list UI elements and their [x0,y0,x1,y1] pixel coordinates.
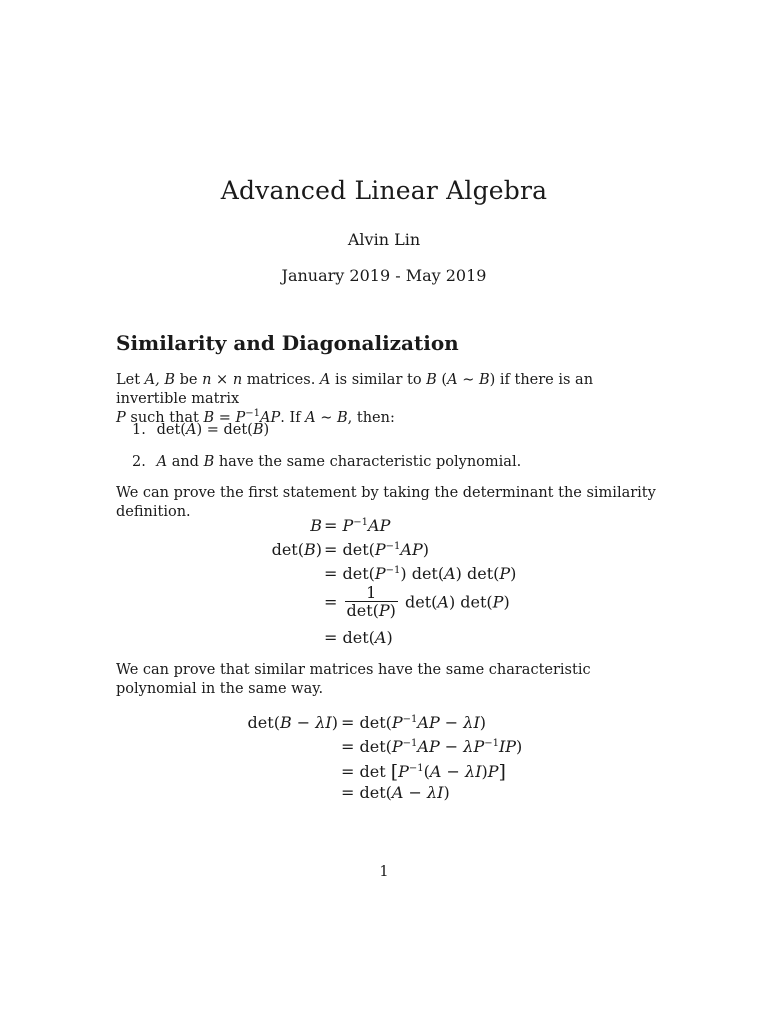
intro-text: . If [280,410,306,426]
list-text: det( [156,422,186,438]
document-date: January 2019 - May 2019 [281,266,487,285]
fraction-denominator: det(P) [346,601,396,620]
document-title: Advanced Linear Algebra [220,176,548,205]
eq2-lhs: det(B − λI) [247,713,338,732]
page-number: 1 [379,864,389,880]
math-var: A [319,372,331,388]
eq1-lhs-text: B [310,516,322,535]
math-var: n × n [202,372,243,388]
list-number: 2. [132,454,146,470]
paragraph-determinant: We can prove the first statement by taking the determinant the similarity definition. [116,485,656,520]
list-text: and [167,454,204,470]
document-author: Alvin Lin [347,230,421,249]
paragraph-char-poly: We can prove that similar matrices have the same characteristic polynomial in the same way. [116,662,591,697]
eq1-row: = $\det(P^{-1})$ det(A) det(P) [324,564,517,583]
list-item [132,421,269,440]
section-heading: Similarity and Diagonalization [116,331,459,355]
math-var: A [156,454,168,470]
math-var: P [116,410,126,426]
math-sup: −1 [245,408,261,419]
intro-text: ) if there is an invertible matrix [116,372,594,407]
fraction [345,585,398,619]
eq2-row: = $\det(P^{-1}AP - \lambda P^{-1}IP)$ [341,737,523,756]
intro-text: ( [436,372,448,388]
list-text: ) = det( [196,422,253,438]
eq2-row: = $\det(P^{-1}AP - \lambda I)$ [341,713,487,732]
list-item [132,453,521,472]
eq2-row: = $\det [P^{-1}(A - \lambda I)P]$ [341,761,506,783]
intro-text: matrices. [242,372,320,388]
intro-text: is similar to [330,372,427,388]
list-number: 1. [132,422,146,438]
eq1-lhs: det(B) [271,540,322,559]
math-var: AP [260,410,281,426]
intro-text: such that [125,410,204,426]
intro-text: be [175,372,203,388]
eq2-row: = det(A − λI) [341,783,450,802]
intro-text: Let [116,372,145,388]
math-var: A, B [144,372,176,388]
fraction-numerator: 1 [345,585,398,602]
eq1-row: = det(A) [324,628,393,647]
eq1-lhs [310,516,322,535]
math-var: A ∼ B [447,372,490,388]
math-var: B = P [203,410,246,426]
math-var: B [426,372,437,388]
math-var: A ∼ B [305,410,348,426]
list-text: have the same characteristic polynomial. [214,454,522,470]
math-var: A [185,422,197,438]
math-var: B [252,422,264,438]
intro-paragraph [116,371,656,428]
eq1-row-frac: = $\frac{1}{\det(P)}$ det(A) det(P) [324,583,510,620]
intro-text: , then: [347,410,395,426]
eq1-row: = $P^{-1}AP$ [324,516,391,535]
eq1-row: = $\det(P^{-1}AP)$ [324,540,429,559]
list-text: ) [263,422,270,438]
math-var: B [203,454,215,470]
